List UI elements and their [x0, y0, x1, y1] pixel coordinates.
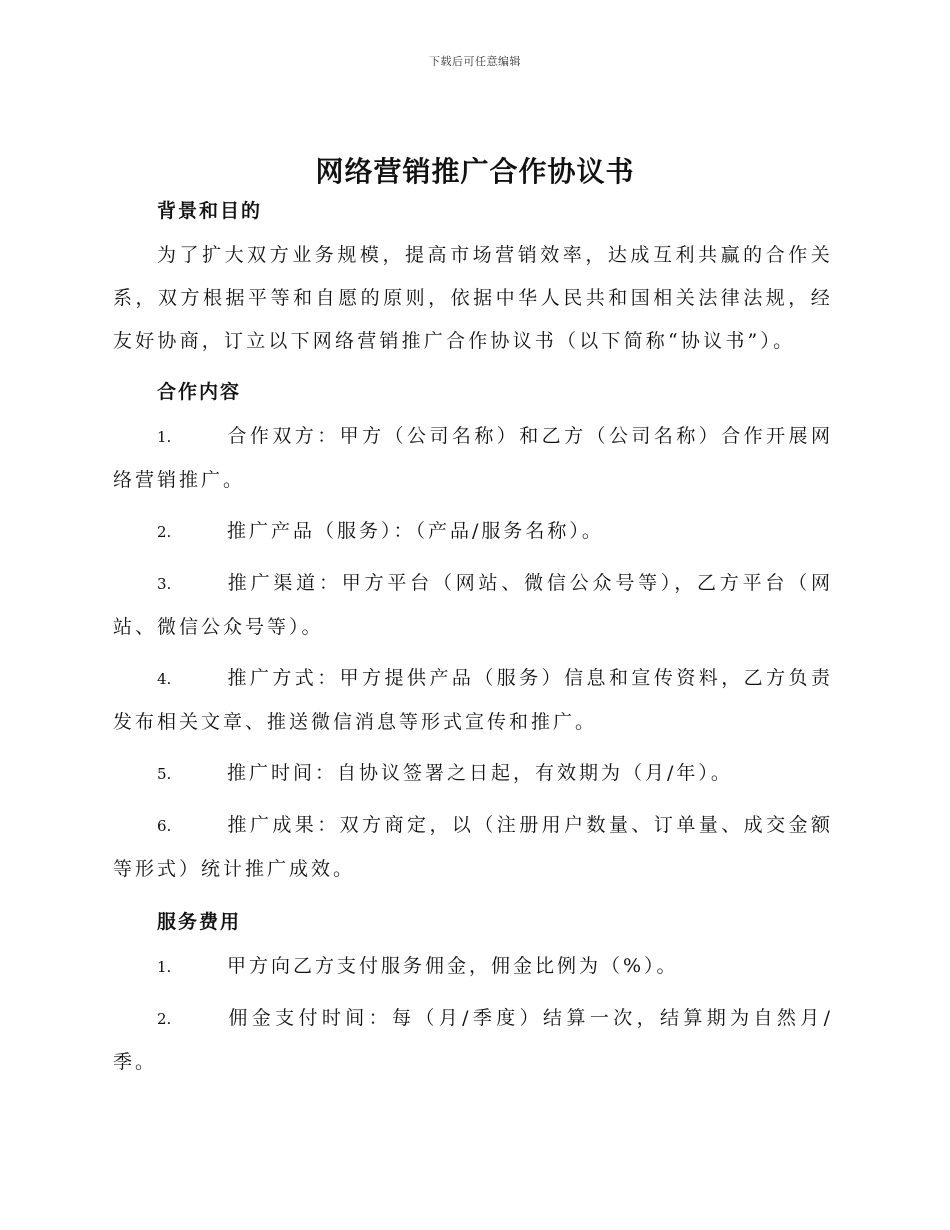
item-text: 推广时间：自协议签署之日起，有效期为（月/年）。: [227, 762, 733, 784]
item-text: 合作双方：甲方（公司名称）和乙方（公司名称）合作开展网络营销推广。: [113, 425, 833, 491]
background-paragraph: 为了扩大双方业务规模，提高市场营销效率，达成互利共赢的合作关系，双方根据平等和自愿的原则，依据中华人民共和国相关法律法规，经友好协商，订立以下网络营销推广合作协议书（以下简称“协议书”）。: [113, 244, 833, 352]
item-text: 推广方式：甲方提供产品（服务）信息和宣传资料，乙方负责发布相关文章、推送微信消息等形式宣传和推广。: [113, 667, 833, 733]
header-note: 下载后可任意编辑: [429, 55, 521, 68]
document-title: 网络营销推广合作协议书: [315, 155, 635, 188]
cooperation-item-3: [113, 562, 833, 649]
item-number: 2.: [157, 523, 172, 541]
fees-item-1: [113, 945, 833, 989]
item-text: 推广产品（服务）：（产品/服务名称）。: [227, 520, 604, 542]
cooperation-item-5: [113, 752, 833, 796]
item-number: 6.: [157, 817, 172, 835]
document-body: [113, 196, 833, 1084]
cooperation-item-1: [113, 415, 833, 502]
cooperation-item-4: [113, 657, 833, 744]
item-number: 5.: [157, 765, 172, 783]
item-number: 4.: [157, 670, 172, 688]
item-number: 3.: [157, 575, 172, 593]
item-number: 1.: [157, 428, 172, 446]
section-heading-background: 背景和目的: [157, 200, 263, 222]
section-heading-fees: 服务费用: [157, 911, 242, 933]
item-number: 2.: [157, 1010, 172, 1028]
section-heading-cooperation: 合作内容: [157, 381, 242, 403]
cooperation-item-2: [113, 510, 833, 554]
item-text: 推广渠道：甲方平台（网站、微信公众号等），乙方平台（网站、微信公众号等）。: [113, 572, 833, 638]
cooperation-item-6: [113, 804, 833, 891]
fees-item-2: [113, 997, 833, 1084]
item-text: 甲方向乙方支付服务佣金，佣金比例为（%）。: [227, 955, 679, 977]
item-text: 佣金支付时间：每（月/季度）结算一次，结算期为自然月/季。: [113, 1007, 833, 1073]
item-text: 推广成果：双方商定，以（注册用户数量、订单量、成交金额等形式）统计推广成效。: [113, 814, 833, 880]
item-number: 1.: [157, 958, 172, 976]
